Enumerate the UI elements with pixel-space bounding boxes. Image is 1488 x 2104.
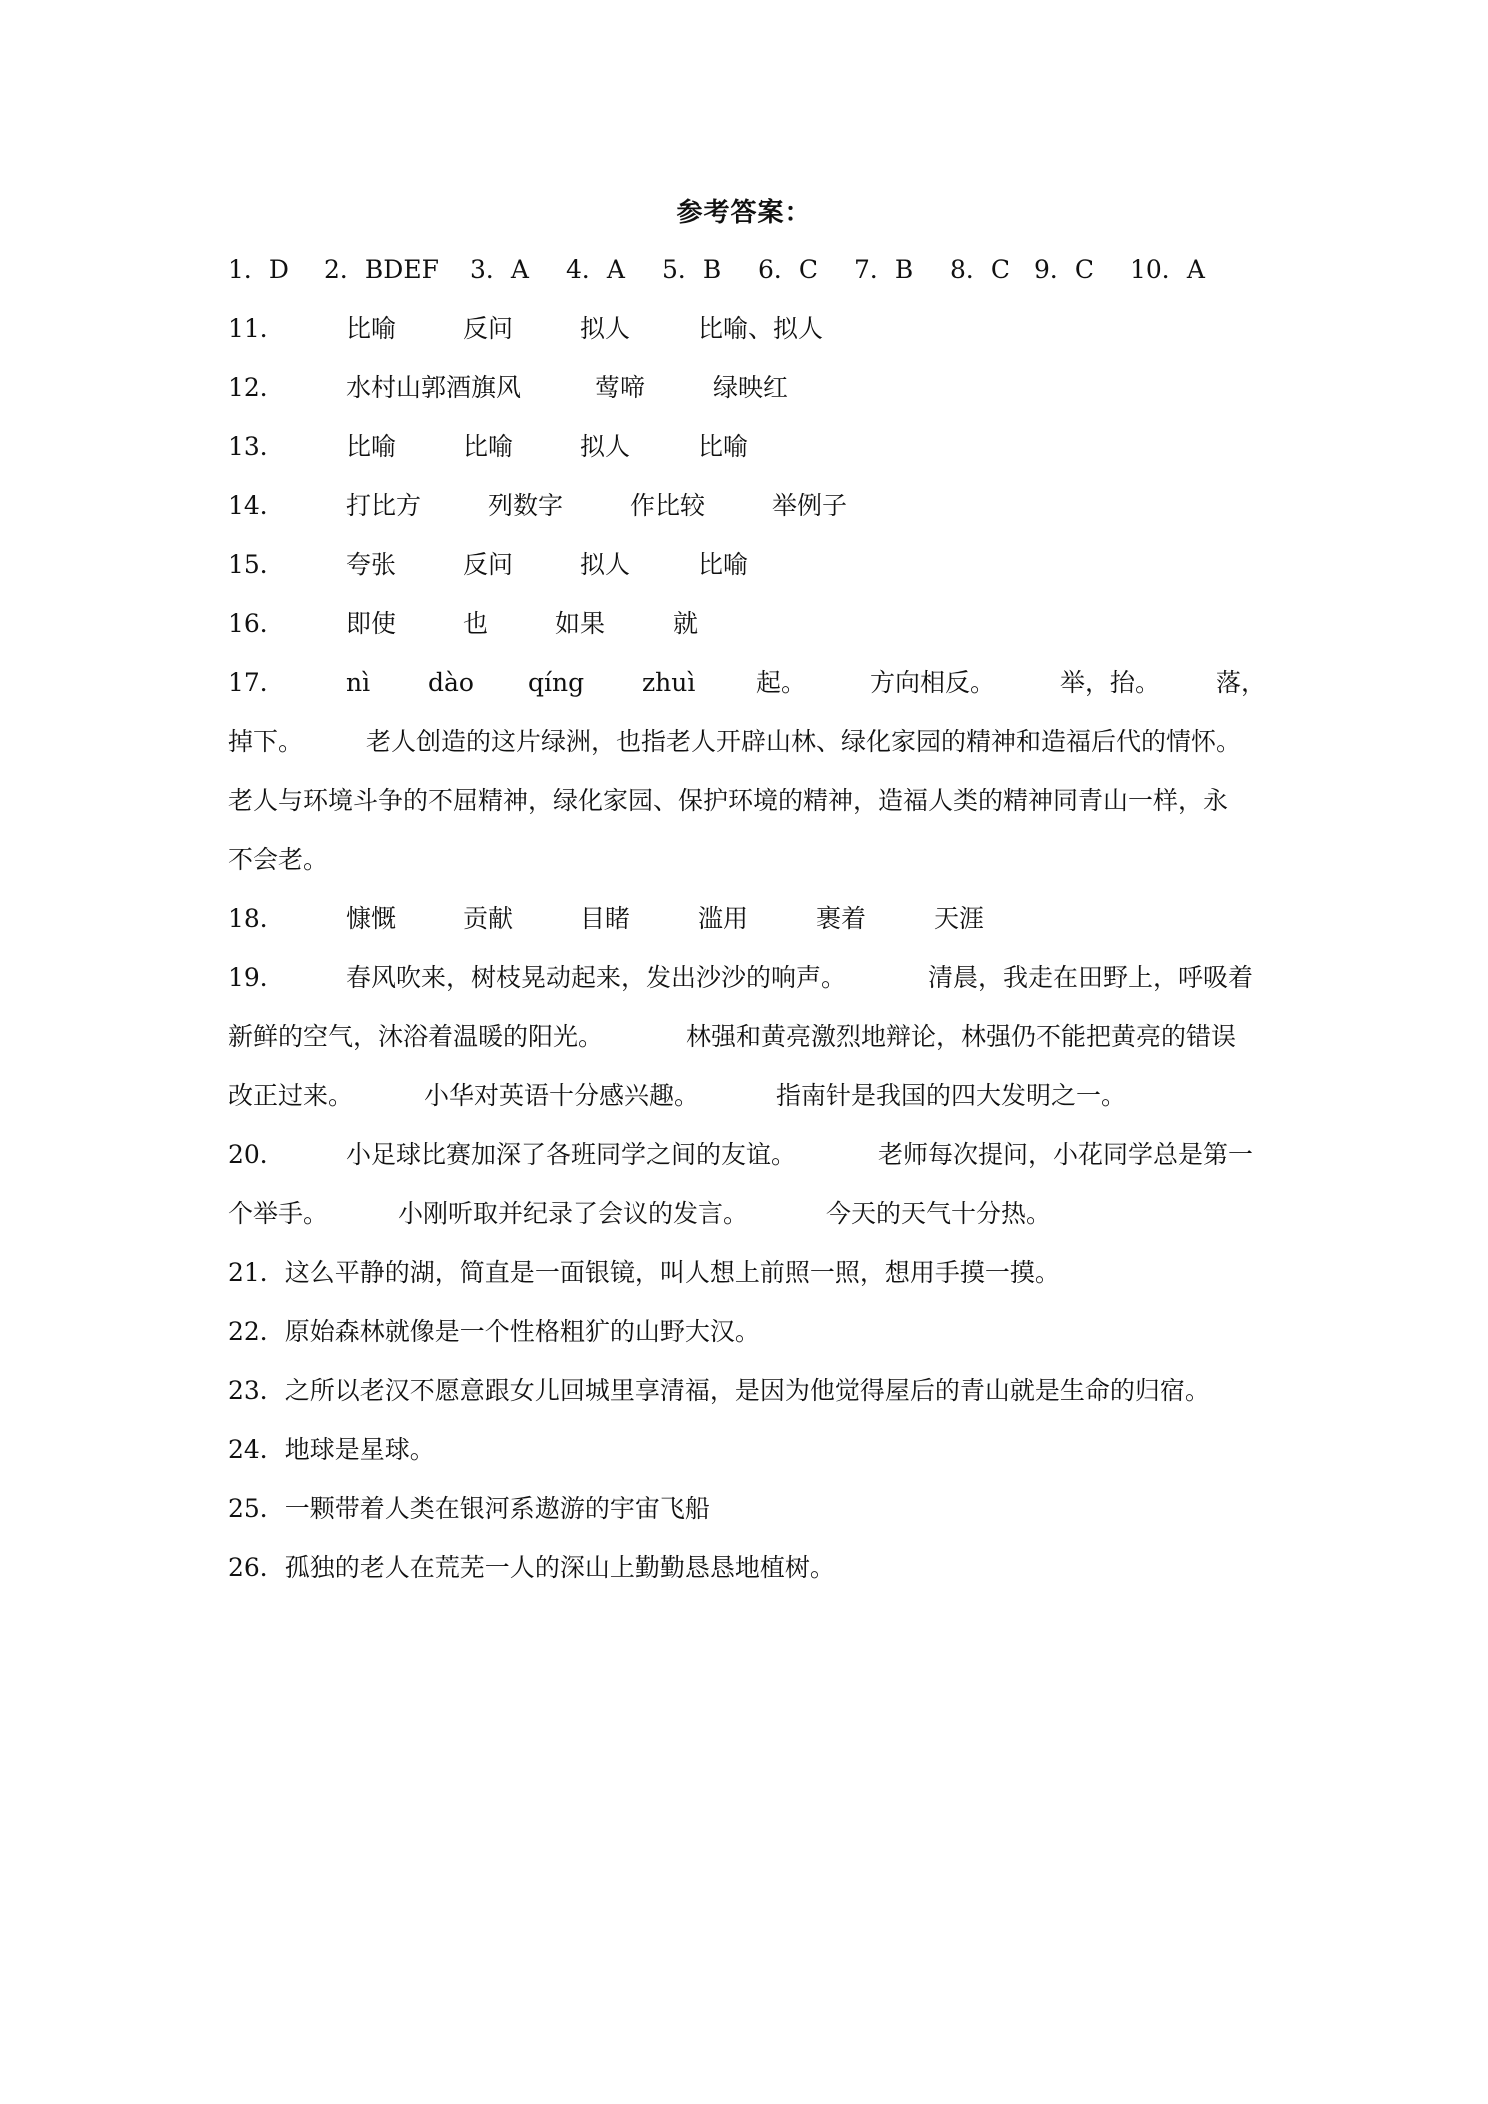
- mc-answer-7: 7．B: [854, 255, 914, 284]
- mc-answer-8: 8．C: [950, 255, 1011, 284]
- mc-answer-3: 3．A: [470, 255, 529, 284]
- answer-26: 26．孤独的老人在荒芜一人的深山上勤勤恳恳地植树。: [228, 1553, 835, 1582]
- mc-answer-4: 4．A: [566, 255, 625, 284]
- page-title: 参考答案：: [676, 198, 812, 228]
- mc-answer-5: 5．B: [662, 255, 722, 284]
- answer-22: 22．原始森林就像是一个性格粗犷的山野大汉。: [228, 1317, 760, 1346]
- mc-answer-6: 6．C: [758, 255, 819, 284]
- answer-24: 24．地球是星球。: [228, 1435, 435, 1464]
- answer-21: 21．这么平静的湖，简直是一面银镜，叫人想上前照一照，想用手摸一摸。: [228, 1258, 1060, 1287]
- answer-17-line-3: 老人与环境斗争的不屈精神，绿化家园、保护环境的精神，造福人类的精神同青山一样，永: [228, 786, 1229, 815]
- mc-answer-9: 9．C: [1034, 255, 1095, 284]
- mc-answer-2: 2．BDEF: [324, 255, 439, 284]
- mc-answer-1: 1．D: [228, 255, 289, 284]
- answer-25: 25．一颗带着人类在银河系遨游的宇宙飞船: [228, 1494, 710, 1523]
- mc-answer-10: 10．A: [1130, 255, 1205, 284]
- answer-23: 23．之所以老汉不愿意跟女儿回城里享清福，是因为他觉得屋后的青山就是生命的归宿。: [228, 1376, 1210, 1405]
- answer-17-line-4: 不会老。: [228, 845, 329, 874]
- answer-sheet-page: 参考答案： 1．D 2．BDEF 3．A 4．A 5．B 6．C 7．B 8．C 9．C 10．A 11． 比喻 反问 拟人 比喻、拟人 12． 水村山郭酒旗风 莺啼 绿映红 13． 比喻 比喻 拟人 比喻 14． 打比方 列数字 作比较 举例子 15． 夸张 反问 拟人 比喻 16． 即使 也 如果 就 17． nì dào qíng zhuì 起。 方向相反。 举，抬。 落， 掉下。 老人创造的这片绿洲，也指老人开辟山林、绿化家园的精神和造福后代的情怀。 老人与环境斗争的不屈精神，绿化家园、保护环境的精神，造福人类的精神同青山一样，永 不会老。 18． 慷慨 贡献 目睹 滥用 裹着 天涯 19． 春风吹来，树枝晃动起来，发出沙沙的响声。 清晨，我走在田野上，呼吸着 新鲜的空气，沐浴着温暖的阳光。 林强和黄亮激烈地辩论，林强仍不能把黄亮的错误 改正过来。 小华对英语十分感兴趣。 指南针是我国的四大发明之一。 20． 小足球比赛加深了各班同学之间的友谊。 老师每次提问，小花同学总是第一 个举手。 小刚听取并纪录了会议的发言。 今天的天气十分热。 21．这么平静的湖，简直是一面银镜，叫人想上前照一照，想用手摸一摸。 22．原始森林就像是一个性格粗犷的山野大汉。 23．之所以老汉不愿意跟女儿回城里享清福，是因为他觉得屋后的青山就是生命的归宿。 24．地球是星球。 25．一颗带着人类在银河系遨游的宇宙飞船 26．孤独的老人在荒芜一人的深山上勤勤恳恳地植树。: [0, 0, 1488, 2104]
